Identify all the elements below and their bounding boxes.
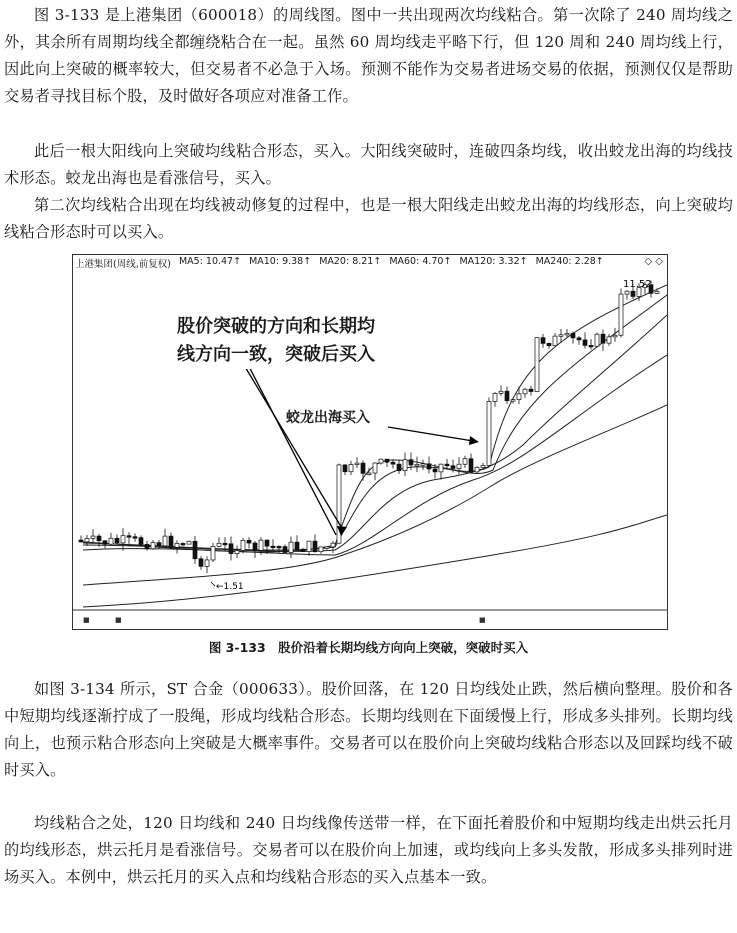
candle-body xyxy=(607,337,611,343)
candle-body xyxy=(409,460,413,465)
candle-body xyxy=(85,538,89,541)
tick-3: ■ xyxy=(479,616,486,624)
candle-body xyxy=(535,338,539,392)
candle-body xyxy=(349,465,353,472)
candle-body xyxy=(583,340,587,346)
candle-body xyxy=(325,547,329,549)
candle-body xyxy=(559,335,563,337)
candle-body xyxy=(655,292,659,294)
candle-body xyxy=(223,543,227,545)
ma5-line xyxy=(83,285,667,552)
paragraph-4: 如图 3-134 所示，ST 合金（000633）。股价回落，在 120 日均线处止跌，然后横向整理。股价和各中短期均线逐渐拧成了一股绳，形成均线粘合形态。长期均线则在下面缓慢上行，形成多头排列。长期均线向上，也预示粘合形态向上突破是大概率事件。交易者可以在股价向上突破均线粘合形态以及回踩均线不破时买入。 xyxy=(4,680,733,779)
candle-body xyxy=(451,466,455,469)
candle-body xyxy=(229,544,233,554)
candle-body xyxy=(577,338,581,340)
candle-body xyxy=(475,467,479,471)
candle-body xyxy=(181,543,185,545)
candle-body xyxy=(121,536,125,543)
candle-body xyxy=(295,542,299,549)
paragraph-3: 第二次均线粘合出现在均线被动修复的过程中，也是一根大阳线走出蛟龙出海的均线形态，向上突破均线粘合形态时可以买入。 xyxy=(4,196,733,241)
candle-body xyxy=(457,464,461,468)
candle-body xyxy=(361,463,365,473)
candle-body xyxy=(571,333,575,337)
ma240-label: MA240: 2.28↑ xyxy=(535,256,604,267)
high-price-label: 11.52 xyxy=(623,279,652,290)
annotation-main-line2: 线方向一致，突破后买入 xyxy=(177,344,375,365)
candle-body xyxy=(553,336,557,345)
candle-body xyxy=(613,335,617,337)
candle-body xyxy=(601,334,605,343)
candle-body xyxy=(163,536,167,546)
candle-body xyxy=(499,391,503,393)
chart-title: 上港集团(周线,前复权) xyxy=(75,259,171,270)
candle-body xyxy=(187,541,191,544)
annotation-dragon: 蛟龙出海买入 xyxy=(286,407,370,427)
candle-body xyxy=(277,546,281,548)
candle-body xyxy=(541,338,545,344)
candle-body xyxy=(391,462,395,464)
candle-body xyxy=(463,459,467,464)
candle-body xyxy=(265,540,269,546)
candle-body xyxy=(631,291,635,296)
arrow-1-line xyxy=(238,355,343,530)
candle-body xyxy=(103,541,107,544)
candle-body xyxy=(493,393,497,401)
candle-body xyxy=(313,541,317,551)
candle-body xyxy=(379,459,383,463)
stock-chart xyxy=(72,254,668,630)
candle-body xyxy=(331,543,335,547)
candle-body xyxy=(589,345,593,347)
paragraph-2: 此后一根大阳线向上突破均线粘合形态，买入。大阳线突破时，连破四条均线，收出蛟龙出海的均线技术形态。蛟龙出海也是看涨信号，买入。 xyxy=(4,142,733,187)
candle-body xyxy=(247,540,251,543)
ma120-line xyxy=(83,405,667,585)
candle-body xyxy=(241,540,245,550)
ma10-line xyxy=(83,295,667,550)
candle-body xyxy=(427,464,431,469)
candle-body xyxy=(301,549,305,551)
candle-body xyxy=(307,541,311,551)
tick-2: ■ xyxy=(115,616,122,624)
candle-body xyxy=(157,543,161,546)
annotation-main-line1: 股价突破的方向和长期均 xyxy=(177,316,375,337)
candle-body xyxy=(445,464,449,466)
candle-body xyxy=(199,559,203,567)
candle-body xyxy=(79,540,83,542)
candle-body xyxy=(211,546,215,560)
low-price-label: ←1.51 xyxy=(216,582,244,592)
candle-body xyxy=(217,543,221,546)
candle-body xyxy=(415,464,419,466)
candle-body xyxy=(511,400,515,402)
ma240-line xyxy=(83,515,667,607)
candle-body xyxy=(433,469,437,472)
ma10-label: MA10: 9.38↑ xyxy=(249,256,312,267)
candle-body xyxy=(367,473,371,475)
ma60-line xyxy=(83,355,667,555)
candle-body xyxy=(487,401,491,465)
candle-body xyxy=(235,550,239,553)
candle-body xyxy=(421,464,425,466)
candle-body xyxy=(355,463,359,465)
candle-body xyxy=(259,540,263,550)
candle-body xyxy=(169,536,173,547)
candle-body xyxy=(343,465,347,472)
candle-body xyxy=(205,560,209,566)
candle-body xyxy=(97,536,101,541)
candle-body xyxy=(403,460,407,471)
candle-body xyxy=(319,547,323,552)
candle-body xyxy=(505,391,509,400)
candle-body xyxy=(565,333,569,335)
candle-body xyxy=(145,544,149,548)
chart-plot xyxy=(73,255,667,629)
candle-body xyxy=(133,537,137,539)
candle-body xyxy=(271,546,275,548)
candle-body xyxy=(139,538,143,545)
ma20-line xyxy=(83,315,667,551)
candle-body xyxy=(469,459,473,472)
arrow-2-line xyxy=(243,355,336,535)
ma5-label: MA5: 10.47↑ xyxy=(178,256,242,267)
candle-body xyxy=(175,543,179,547)
candle-body xyxy=(253,543,257,550)
candle-body xyxy=(109,538,113,544)
candle-body xyxy=(439,464,443,472)
tick-1: ■ xyxy=(83,616,90,624)
candle-body xyxy=(529,389,533,391)
candle-body xyxy=(547,343,551,345)
candle-body xyxy=(523,389,527,394)
ma20-label: MA20: 8.21↑ xyxy=(319,256,382,267)
figure-caption: 图 3-133 股价沿着长期均线方向向上突破，突破时买入 xyxy=(208,640,529,655)
candle-body xyxy=(193,541,197,558)
candle-body xyxy=(91,536,95,538)
candle-body xyxy=(115,538,119,543)
annotation-main xyxy=(177,313,375,369)
candle-body xyxy=(151,543,155,549)
candle-body xyxy=(385,459,389,462)
arrow-3-line xyxy=(388,427,473,441)
candle-body xyxy=(283,547,287,553)
diamond-icons: ◇ ◇ xyxy=(644,256,663,267)
candle-body xyxy=(397,464,401,471)
candle-body xyxy=(127,536,131,538)
ma120-label: MA120: 3.32↑ xyxy=(459,256,528,267)
candle-body xyxy=(595,334,599,346)
candle-body xyxy=(619,294,623,335)
candle-body xyxy=(289,542,293,552)
candle-body xyxy=(481,465,485,467)
paragraph-1: 图 3-133 是上港集团（600018）的周线图。图中一共出现两次均线粘合。第一次除了 240 周均线之外，其余所有周期均线全都缠绕粘合在一起。虽然 60 周均线走平略下行，但 120 周和 240 周均线上行，因此向上突破的概率较大，但交易者不必急于入场。预测不能作为交易者进场交易的依据，预测仅仅是帮助交易者寻找目标个股，及时做好各项应对准备工作。 xyxy=(4,6,733,105)
arrow-3-head xyxy=(469,436,479,445)
candle-body xyxy=(373,463,377,473)
candle-body xyxy=(517,394,521,400)
paragraph-5: 均线粘合之处，120 日均线和 240 日均线像传送带一样，在下面托着股价和中短期均线走出烘云托月的均线形态，烘云托月是看涨信号。交易者可以在股价向上加速，或均线向上多头发散，形成多头排列时进场买入。本例中，烘云托月的买入点和均线粘合形态的买入点基本一致。 xyxy=(4,814,733,886)
ma60-label: MA60: 4.70↑ xyxy=(389,256,452,267)
candle-body xyxy=(625,291,629,294)
